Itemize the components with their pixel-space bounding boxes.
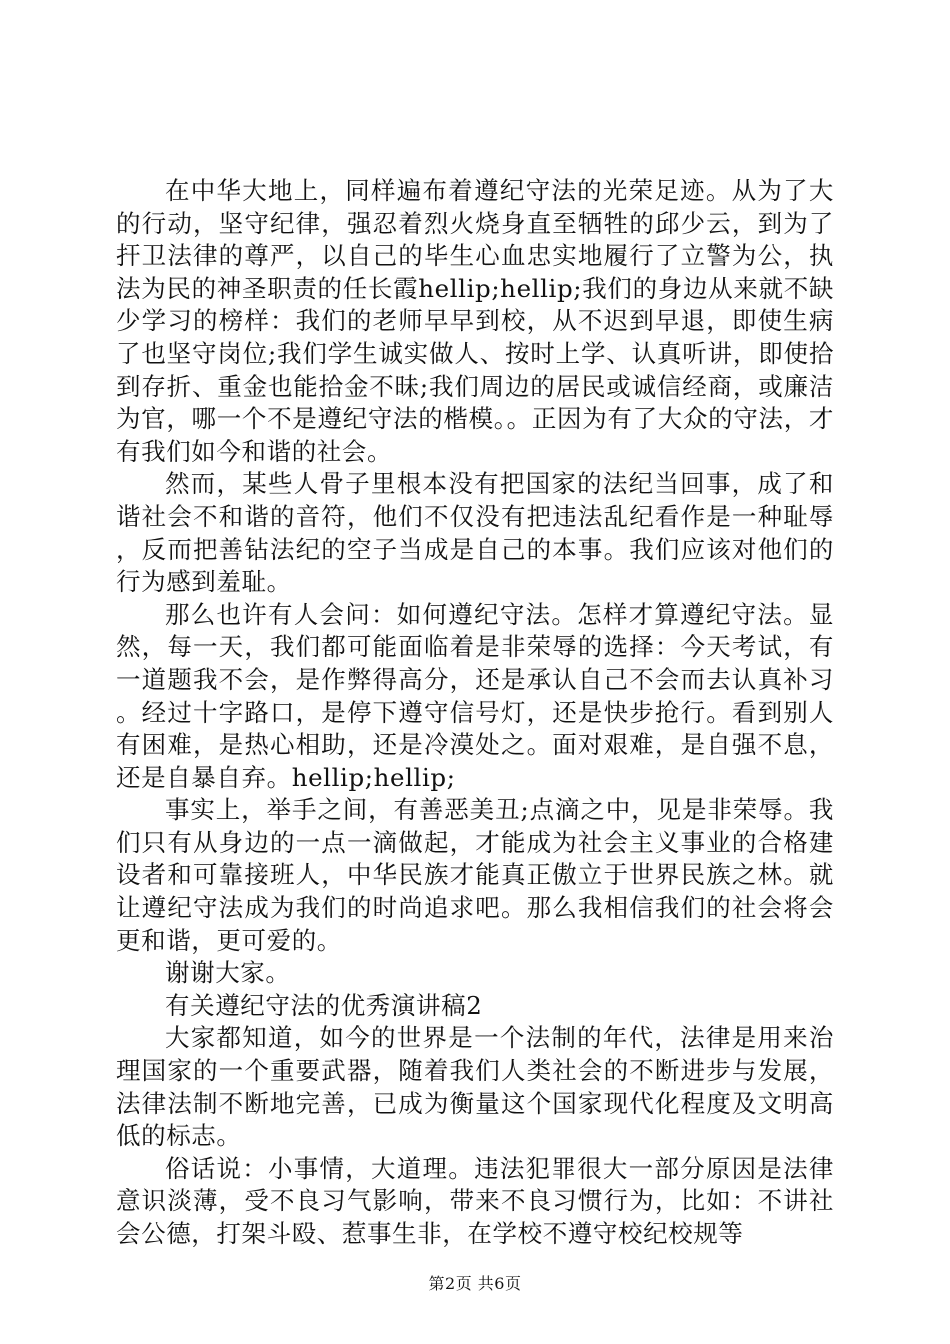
paragraph-3: 那么也许有人会问：如何遵纪守法。怎样才算遵纪守法。显然，每一天，我们都可能面临着是非荣辱的选择：今天考试，有一道题我不会，是作弊得高分，还是承认自己不会而去认真补习。经过十字路口，是停下遵守信号灯，还是快步抢行。看到别人有困难，是热心相助，还是冷漠处之。面对艰难，是自强不息，还是自暴自弃。hellip;hellip; xyxy=(116,599,834,792)
paragraph-6: 俗话说：小事情，大道理。违法犯罪很大一部分原因是法律意识淡薄，受不良习气影响，带来不良习惯行为，比如：不讲社会公德，打架斗殴、惹事生非，在学校不遵守校纪校规等 xyxy=(116,1153,834,1248)
paragraph-5: 大家都知道，如今的世界是一个法制的年代，法律是用来治理国家的一个重要武器，随着我们人类社会的不断进步与发展，法律法制不断地完善，已成为衡量这个国家现代化程度及文明高低的标志。 xyxy=(116,1023,834,1151)
section-heading: 有关遵纪守法的优秀演讲稿2 xyxy=(165,990,483,1020)
paragraph-4: 事实上，举手之间，有善恶美丑;点滴之中，见是非荣辱。我们只有从身边的一点一滴做起，才能成为社会主义事业的合格建设者和可靠接班人，中华民族才能真正傲立于世界民族之林。就让遵纪守法成为我们的时尚追求吧。那么我相信我们的社会将会更和谐，更可爱的。 xyxy=(116,795,834,955)
document-body xyxy=(116,175,834,1251)
paragraph-1: 在中华大地上，同样遍布着遵纪守法的光荣足迹。从为了大的行动，坚守纪律，强忍着烈火烧身直至牺牲的邱少云，到为了扞卫法律的尊严，以自己的毕生心血忠实地履行了立警为公，执法为民的神圣职责的任长霞hellip;hellip;我们的身边从来就不缺少学习的榜样：我们的老师早早到校，从不迟到早退，即使生病了也坚守岗位;我们学生诚实做人、按时上学、认真听讲，即使拾到存折、重金也能拾金不昧;我们周边的居民或诚信经商，或廉洁为官，哪一个不是遵纪守法的楷模。。正因为有了大众的守法，才有我们如今和谐的社会。 xyxy=(116,176,834,466)
paragraph-thanks: 谢谢大家。 xyxy=(165,958,291,988)
paragraph-2: 然而，某些人骨子里根本没有把国家的法纪当回事，成了和谐社会不和谐的音符，他们不仅没有把违法乱纪看作是一种耻辱，反而把善钻法纪的空子当成是自己的本事。我们应该对他们的行为感到羞耻。 xyxy=(116,469,834,597)
page-footer: 第2页 共6页 xyxy=(428,1274,522,1293)
